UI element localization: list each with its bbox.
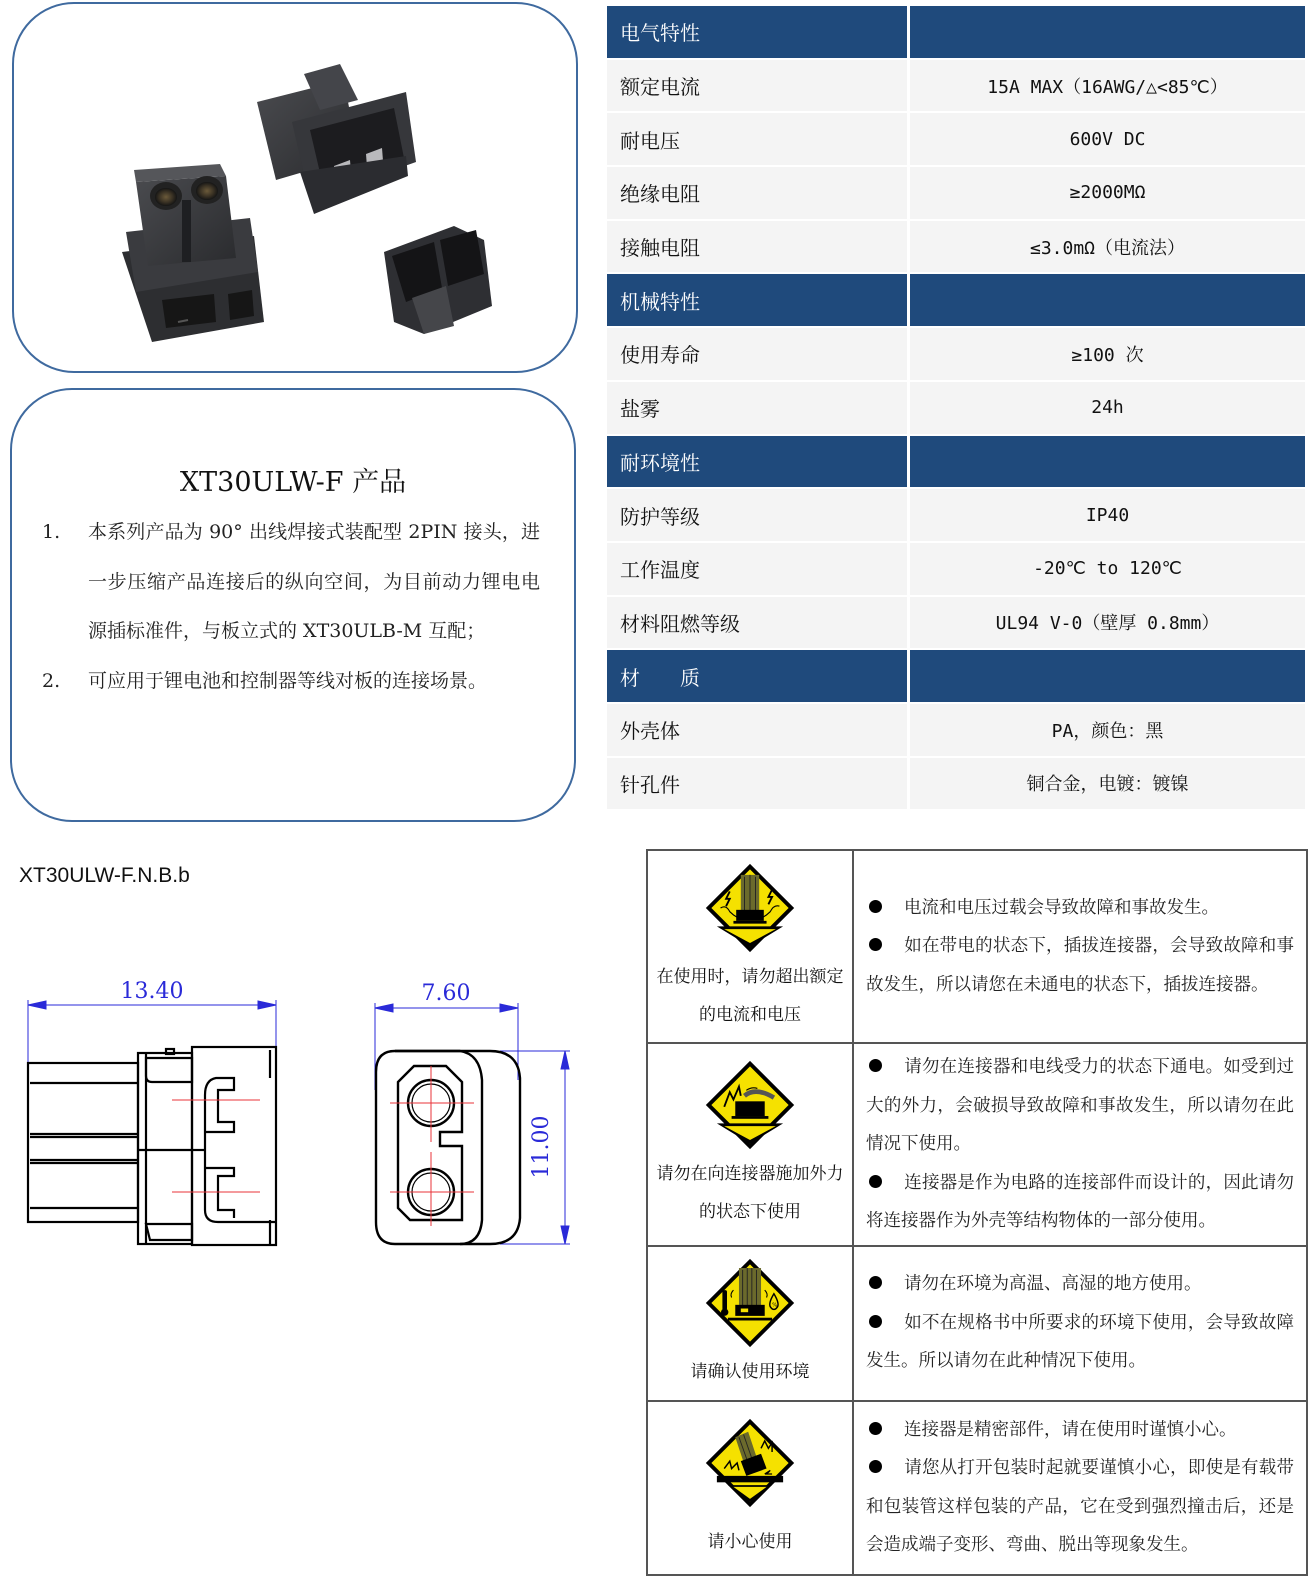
spec-value: -20℃ to 120℃	[910, 543, 1305, 595]
spec-row	[607, 597, 1305, 651]
warning-caption: 请确认使用环境	[690, 1362, 810, 1382]
warning-bullet-text: 连接器是精密部件，请在使用时谨慎小心。	[904, 1419, 1237, 1440]
cover-cap	[384, 226, 492, 334]
warning-bullet	[866, 1449, 1294, 1565]
warning-bullet-text: 请勿在环境为高温、高湿的地方使用。	[904, 1274, 1202, 1295]
dimension-front-width	[375, 1003, 518, 1090]
spec-section-header	[607, 650, 1305, 704]
model-number: XT30ULW-F.N.B.b	[19, 864, 190, 887]
spec-row	[607, 167, 1305, 221]
warning-bullet-text: 请勿在连接器和电线受力的状态下通电。如受到过大的外力，会破损导致故障和事故发生，所以请勿在此情况下使用。	[866, 1057, 1294, 1154]
spec-row	[607, 328, 1305, 382]
bullet-icon	[869, 900, 882, 913]
spec-section-value	[910, 6, 1305, 58]
spec-table	[607, 6, 1305, 811]
warning-bullet	[866, 1164, 1294, 1241]
front-view	[376, 1051, 520, 1244]
spec-label: 绝缘电阻	[607, 167, 907, 219]
spec-label: 防护等级	[607, 489, 907, 541]
spec-section-value	[910, 274, 1305, 326]
warning-icon-cell	[647, 1043, 853, 1246]
spec-row	[607, 489, 1305, 543]
product-photo	[14, 4, 576, 371]
spec-value: IP40	[910, 489, 1305, 541]
spec-value: PA，颜色：黑	[910, 704, 1305, 756]
dimension-label-front-height: 11.00	[529, 1115, 554, 1179]
spec-value: 600V DC	[910, 113, 1305, 165]
spec-row	[607, 704, 1305, 758]
warning-row	[647, 850, 1307, 1043]
bullet-icon	[869, 938, 882, 951]
environment-warning-icon	[704, 1257, 796, 1349]
male-plug	[257, 64, 416, 214]
warning-bullet	[866, 927, 1294, 1004]
feature-item	[42, 508, 540, 657]
warning-bullet	[866, 889, 1294, 928]
svg-text:%: %	[772, 1302, 778, 1309]
spec-section-label: 机械特性	[607, 274, 907, 326]
spec-row	[607, 221, 1305, 275]
spec-section-label: 耐环境性	[607, 436, 907, 488]
warning-caption: 请勿在向连接器施加外力的状态下使用	[656, 1164, 844, 1223]
technical-drawing	[0, 960, 600, 1260]
spec-label: 外壳体	[607, 704, 907, 756]
warning-bullet-text: 电流和电压过载会导致故障和事故发生。	[904, 897, 1219, 918]
handle-with-care-warning-icon	[704, 1417, 796, 1509]
spec-label: 盐雾	[607, 382, 907, 434]
spec-section-value	[910, 436, 1305, 488]
bullet-icon	[869, 1059, 882, 1072]
spec-label: 使用寿命	[607, 328, 907, 380]
spec-value: ≤3.0mΩ（电流法）	[910, 221, 1305, 273]
warning-text-cell	[853, 1043, 1307, 1246]
warning-bullet-text: 如不在规格书中所要求的环境下使用，会导致故障发生。所以请勿在此种情况下使用。	[866, 1312, 1294, 1372]
warning-row	[647, 1246, 1307, 1401]
feature-text: 可应用于锂电池和控制器等线对板的连接场景。	[88, 669, 488, 692]
spec-section-label: 材 质	[607, 650, 907, 702]
warning-bullet	[866, 1048, 1294, 1164]
female-plug	[122, 164, 264, 342]
spec-section-label: 电气特性	[607, 6, 907, 58]
spec-row	[607, 758, 1305, 812]
warning-caption: 在使用时，请勿超出额定的电流和电压	[656, 966, 844, 1025]
warning-text-cell	[853, 1401, 1307, 1575]
spec-value: 24h	[910, 382, 1305, 434]
electric-overload-warning-icon	[704, 862, 796, 954]
warning-bullet	[866, 1265, 1294, 1304]
warning-row	[647, 1043, 1307, 1246]
spec-label: 针孔件	[607, 758, 907, 810]
warning-bullet	[866, 1304, 1294, 1381]
spec-value: 15A MAX（16AWG/△<85℃）	[910, 60, 1305, 112]
product-description-panel	[10, 388, 576, 822]
warning-bullet-text: 连接器是作为电路的连接部件而设计的，因此请勿将连接器作为外壳等结构物体的一部分使用。	[866, 1172, 1294, 1231]
spec-label: 材料阻燃等级	[607, 597, 907, 649]
warning-caption: 请小心使用	[707, 1531, 793, 1552]
spec-value: 铜合金，电镀：镀镍	[910, 758, 1305, 810]
spec-value: ≥100 次	[910, 328, 1305, 380]
side-view	[28, 1047, 276, 1245]
spec-value: UL94 V-0（壁厚 0.8mm）	[910, 597, 1305, 649]
bullet-icon	[869, 1276, 882, 1289]
spec-section-header	[607, 274, 1305, 328]
warning-row	[647, 1401, 1307, 1575]
bullet-icon	[869, 1175, 882, 1188]
spec-label: 额定电流	[607, 60, 907, 112]
bullet-icon	[869, 1460, 882, 1473]
warning-icon-cell	[647, 1401, 853, 1575]
feature-text: 本系列产品为 90° 出线焊接式装配型 2PIN 接头，进一步压缩产品连接后的纵向空间，为目前动力锂电电源插标准件，与板立式的 XT30ULB-M 互配；	[88, 521, 540, 642]
usage-warnings-table	[646, 849, 1308, 1576]
side-centerlines	[172, 1100, 260, 1192]
spec-row	[607, 113, 1305, 167]
dimension-label-side-width: 13.40	[120, 979, 184, 1004]
warning-icon-cell	[647, 850, 853, 1043]
spec-label: 耐电压	[607, 113, 907, 165]
spec-row	[607, 60, 1305, 114]
dimension-label-front-width: 7.60	[421, 981, 471, 1006]
warning-text-cell	[853, 850, 1307, 1043]
spec-row	[607, 382, 1305, 436]
spec-value: ≥2000MΩ	[910, 167, 1305, 219]
spec-label: 接触电阻	[607, 221, 907, 273]
connector-photo-illustration	[14, 4, 576, 371]
spec-label: 工作温度	[607, 543, 907, 595]
feature-number: 1.	[42, 521, 61, 543]
warning-icon-cell	[647, 1246, 853, 1401]
product-photo-panel	[12, 2, 578, 373]
spec-section-header	[607, 436, 1305, 490]
feature-number: 2.	[42, 669, 61, 692]
bullet-icon	[869, 1315, 882, 1328]
spec-row	[607, 543, 1305, 597]
spec-section-value	[910, 650, 1305, 702]
warning-bullet	[866, 1411, 1294, 1450]
product-title: XT30ULW-F 产品	[179, 467, 407, 498]
feature-item	[42, 657, 540, 707]
product-feature-list	[42, 508, 540, 706]
spec-section-header	[607, 6, 1305, 60]
warning-bullet-text: 请您从打开包装时起就要谨慎小心，即使是有载带和包装管这样包装的产品，它在受到强烈撞击后，还是会造成端子变形、弯曲、脱出等现象发生。	[866, 1458, 1294, 1555]
warning-bullet-text: 如在带电的状态下，插拔连接器，会导致故障和事故发生，所以请您在未通电的状态下，插拔连接器。	[866, 936, 1294, 995]
warning-text-cell	[853, 1246, 1307, 1401]
external-force-warning-icon	[704, 1059, 796, 1151]
bullet-icon	[869, 1422, 882, 1435]
